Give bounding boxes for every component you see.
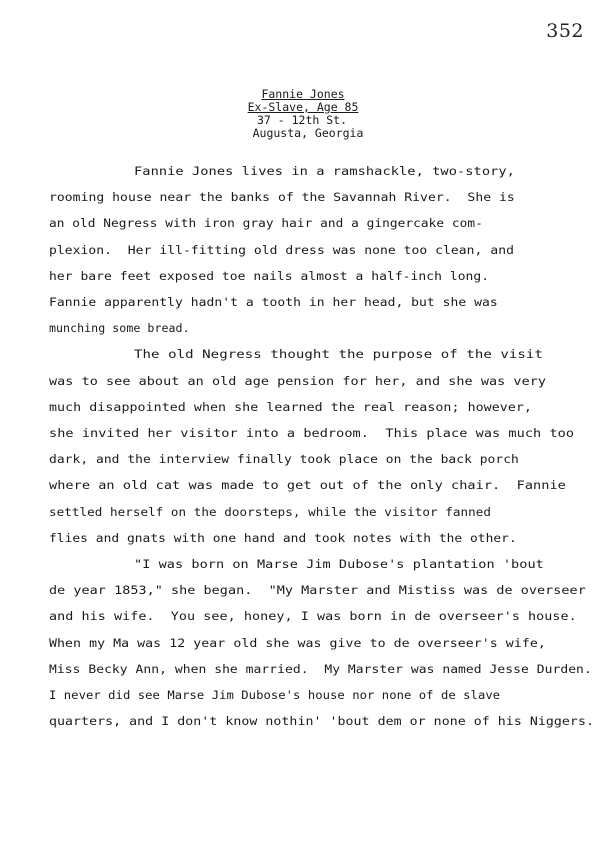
text-line: Fannie Jones lives in a ramshackle, two-story, [134,164,515,178]
document-header [0,88,600,140]
text-line: flies and gnats with one hand and took notes with the other. [49,530,517,545]
subject-address: 37 - 12th St. [256,113,347,127]
text-line: where an old cat was made to get out of the only chair. Fannie [49,478,566,493]
text-line: much disappointed when she learned the real reason; however, [49,399,532,414]
text-line: munching some bread. [49,321,190,336]
text-line: The old Negress thought the purpose of the visit [134,347,543,362]
page-number: 352 [546,20,584,42]
text-line: rooming house near the banks of the Savannah River. She is [49,190,515,205]
text-line: quarters, and I don't know nothin' 'bout dem or none of his Niggers. [49,714,594,729]
text-line: she invited her visitor into a bedroom. This place was much too [49,426,575,440]
subject-status: Ex-Slave, Age 85 [247,100,359,114]
text-line: her bare feet exposed toe nails almost a half-inch long. [49,268,490,283]
text-line: settled herself on the doorsteps, while the visitor fanned [49,504,492,519]
text-line: Fannie apparently hadn't a tooth in her head, but she was [49,295,498,309]
text-line: I never did see Marse Jim Dubose's house nor none of de slave [49,688,501,702]
text-line: an old Negress with iron gray hair and a gingercake com- [49,216,483,231]
text-line: was to see about an old age pension for her, and she was very [49,373,547,388]
text-line: and his wife. You see, honey, I was born in de overseer's house. [49,609,577,624]
text-line: When my Ma was 12 year old she was give to de overseer's wife, [49,635,546,650]
text-line: Miss Becky Ann, when she married. My Marster was named Jesse Durden. [49,661,592,676]
subject-name: Fannie Jones [261,87,345,101]
text-line: "I was born on Marse Jim Dubose's plantation 'bout [134,557,544,571]
text-line: dark, and the interview finally took place on the back porch [49,452,519,467]
subject-city: Augusta, Georgia [252,126,364,140]
text-line: de year 1853," she began. "My Marster and Mistiss was de overseer [49,583,586,598]
text-line: plexion. Her ill-fitting old dress was none too clean, and [49,242,514,257]
